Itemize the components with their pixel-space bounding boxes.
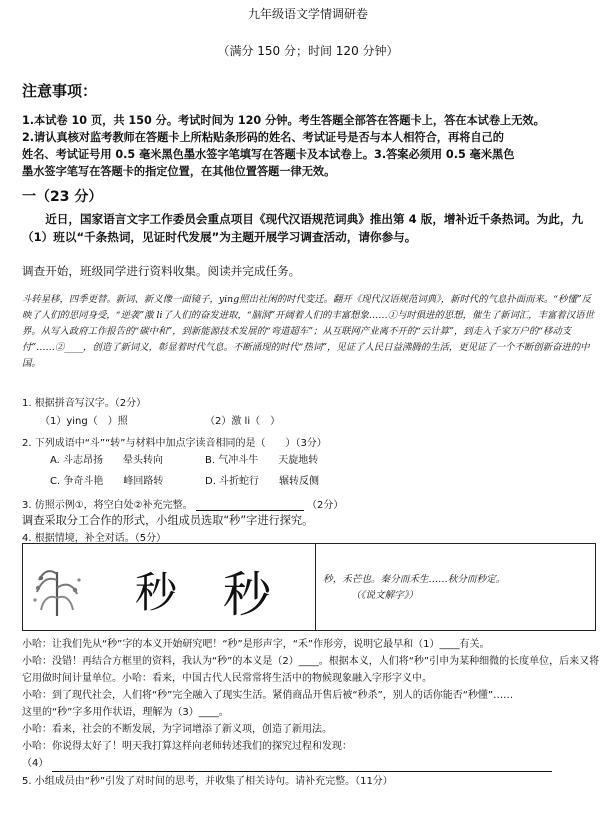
seal-quote: 秒，禾芒也。秦分而禾生……秋分而秒定。 [323, 574, 506, 585]
question-1-item-a: （1）ying（ ）照 [40, 416, 128, 427]
question-1-stem: 1. 根据拼音写汉字。（2分） [22, 398, 147, 409]
section-label: 一（23 分） [22, 189, 103, 205]
reading-passage: 斗转星移，四季更替。新词、新义像一面镜子，ying照出社闲的时代变迁。翻开《现代汉语规范词典》，新时代的气息扑面而来。“秒懂”反映了人们的思同身受，“逆袭”激 li了人们的奋发进取，“脑洞”开阔着人们的丰富想象……①与时俱进的思想，催生了新词汇，丰富着汉语世界。从写入政府工作报告的“碳中和”，到新能源技术发展的“弯道超车”；从互联网产业离不开的“云计算”，到走入千家万户的“移动支付”……②____，创造了新词义，彰显着时代气息。不断涌现的时代“热词”，见证了人民日益沸腾的生活，更见证了一个不断创新奋进的中国。 [22, 294, 594, 369]
seal-quote-source: （《说文解字》） [351, 590, 419, 601]
question-2-option-c: C. 争奇斗艳 峰回路转 [50, 476, 164, 487]
dialogue-answer-label: （4） [22, 758, 49, 769]
answer-blank[interactable] [52, 760, 552, 772]
question-3 [22, 496, 343, 511]
question-2-stem: 2. 下列成语中“斗”“转”与材料中加点字读音相同的是（ ）（3分） [22, 438, 327, 449]
dialogue-line: 小哈：让我们先从“秒”字的本义开始研究吧！“秒”是形声字，“禾”作形旁，说明它最早和（1）____有关。 [22, 639, 490, 650]
dialogue-line: 小哈：你说得太好了！明天我打算这样向老师转述我们的探究过程和发现： [22, 741, 352, 752]
rice-plant-icon [27, 558, 87, 618]
question-4-stem: 4. 根据情境，补全对话。（5分） [22, 533, 167, 544]
exam-subtitle: （满分 150 分；时间 120 分钟） [217, 44, 399, 58]
notice-line: 墨水签字笔写在答题卡的指定位置，在其他位置答题一律无效。 [22, 165, 336, 178]
notice-heading: 注意事项： [22, 82, 98, 100]
question-3-score: （2分） [307, 500, 344, 511]
box-divider [315, 544, 316, 630]
question-2-option-a: A. 斗志昂扬 晕头转向 [50, 455, 164, 466]
notice-line: 1.本试卷 10 页，共 150 分。考试时间为 120 分钟。考生答题全部答在答题卡上，答在本试卷上无效。 [22, 114, 545, 127]
section-intro: 近日，国家语言文字工作委员会重点项目《现代汉语规范词典》推出第 4 版，增补近千条热词。为此，九（1）班以“千条热词，见证时代发展”为主题开展学习调查活动，请你参与。 [22, 212, 584, 244]
exam-title: 九年级语文学情调研卷 [247, 7, 368, 21]
notice-block [22, 112, 594, 180]
dialogue-answer-line [22, 755, 600, 772]
question-3-stem: 3. 仿照示例①，将空白处②补充完整。 [22, 500, 193, 511]
seal-script-box [22, 543, 596, 631]
dialogue-line: 小哈：看来，社会的不断发展，为字词增添了新义项，创造了新用法。 [22, 724, 332, 735]
notice-line: 2.请认真核对监考教师在答题卡上所粘贴条形码的姓名、考试证号是否与本人相符合，再将自己的 [22, 131, 504, 144]
seal-quote-block [323, 572, 589, 604]
question-5-stem: 5. 小组成员由“秒”引发了对时间的思考，并收集了相关诗句。请补充完整。（11分） [22, 776, 393, 787]
dialogue-line: 小哈：没错！再结合方框里的资料，我认为“秒”的本义是（2）____。根据本义，人们将“秒”引申为某种细微的长度单位，后来又将它用做时间计量单位。小哈：看来，中国古代人民常常将生活中的物候现象融入字形字义中。 [22, 656, 600, 684]
question-2-option-d: D. 斗折蛇行 辗转反侧 [205, 476, 320, 487]
task-instruction: 调查开始，班级同学进行资料收集。阅读并完成任务。 [22, 264, 301, 278]
seal-character-modern: 秒 [223, 567, 272, 623]
dialogue-line: 小哈：到了现代社会，人们将“秒”完全融入了现实生活。紧俏商品开售后被“秒杀”，别人的话你能否“秒懂”…… [22, 690, 514, 701]
answer-blank[interactable] [196, 500, 304, 511]
notice-line: 姓名、考试证号用 0.5 毫米黑色墨水签字笔填写在答题卡及本试卷上。3.答案必须用 0.5 毫米黑色 [22, 148, 515, 161]
dialogue-line: 这里的“秒”字多用作状语，理解为（3）____。 [22, 707, 229, 718]
activity-instruction: 调查采取分工合作的形式，小组成员选取“秒”字进行探究。 [22, 514, 314, 527]
question-1-item-b: （2）激 li（ ） [205, 416, 281, 427]
seal-character-ancient: 秒 [135, 568, 178, 617]
dialogue-block [22, 636, 600, 772]
question-2-option-b: B. 气冲斗牛 天旋地转 [205, 455, 319, 466]
